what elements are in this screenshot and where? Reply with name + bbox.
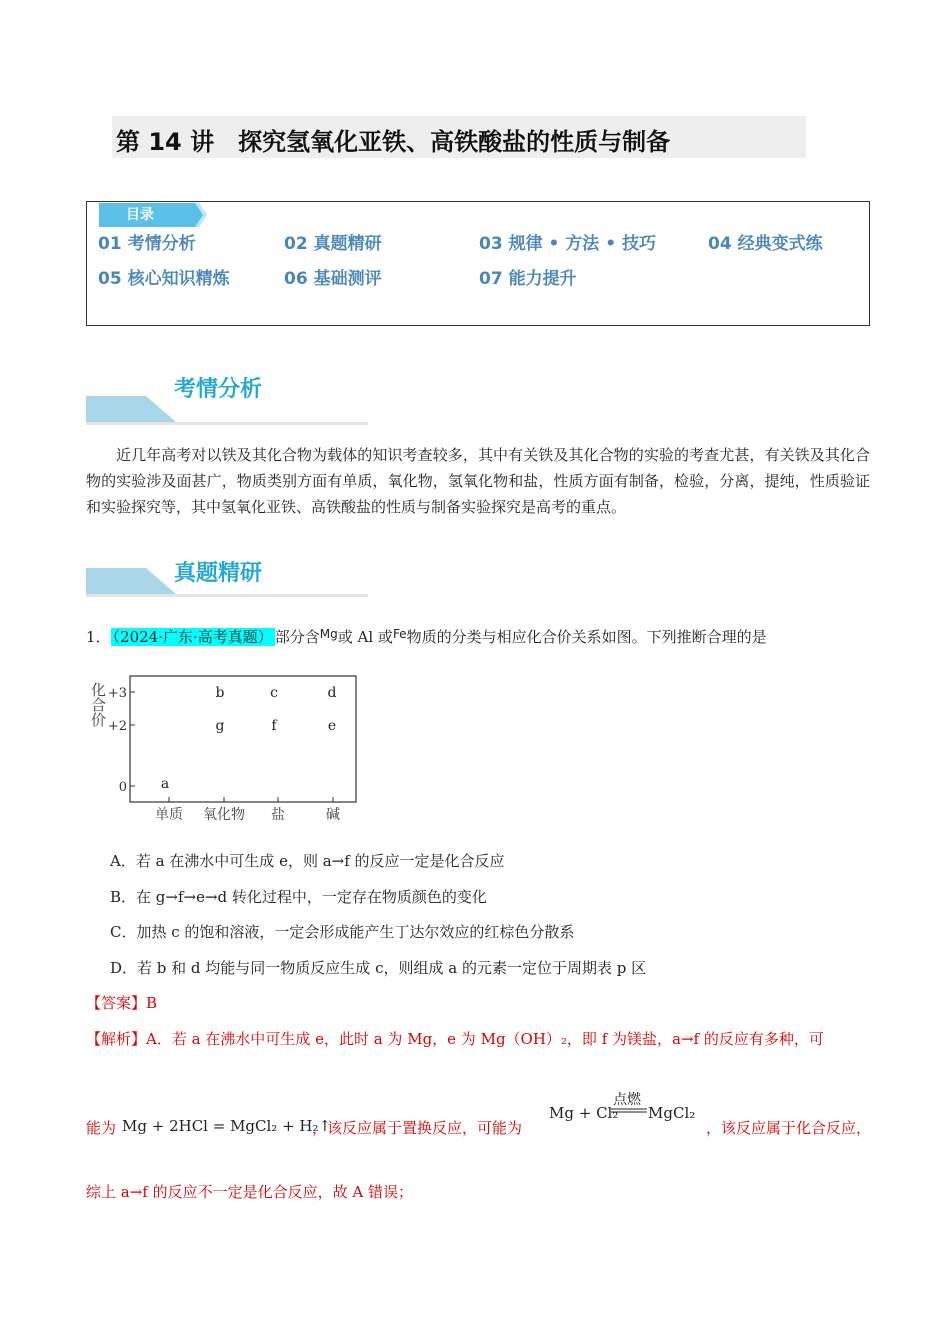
toc-item-07[interactable]: 07 能力提升	[479, 269, 577, 289]
point-label-g: g	[215, 718, 225, 734]
analysis-line-2b: ，该反应属于置换反应，可能为	[312, 1119, 523, 1137]
option-c: C．加热 c 的饱和溶液，一定会形成能产生丁达尔效应的红棕色分散系	[110, 923, 575, 941]
equation-mg-hcl: Mg + 2HCl = MgCl₂ + H₂↑	[122, 1117, 332, 1135]
x-tick-label: 碱	[326, 807, 340, 823]
toc-item-06[interactable]: 06 基础测评	[284, 269, 382, 289]
point-label-f: f	[271, 718, 277, 734]
analysis-line-1: 【解析】A．若 a 在沸水中可生成 e，此时 a 为 Mg，e 为 Mg（OH）₂，即 f 为镁盐，a→f 的反应有多种，可	[86, 1030, 824, 1048]
question-number: 1．	[86, 628, 111, 646]
toc-item-04[interactable]: 04 经典变式练	[708, 234, 823, 254]
question-mg: Mg	[319, 627, 338, 641]
y-tick-label: +2	[107, 719, 127, 734]
analysis-line-2a: 能为	[86, 1119, 117, 1137]
question-stem	[86, 626, 767, 647]
equation-condition: 点燃	[613, 1092, 641, 1108]
answer-label: 【答案】B	[86, 994, 158, 1012]
option-a: A．若 a 在沸水中可生成 e，则 a→f 的反应一定是化合反应	[110, 852, 505, 870]
point-label-c: c	[270, 685, 278, 701]
equation-mg-cl2-right: MgCl₂	[648, 1104, 696, 1122]
section-title-analysis: 考情分析	[174, 377, 263, 402]
toc-item-05[interactable]: 05 核心知识精炼	[98, 269, 230, 289]
page-title: 第 14 讲 探究氢氧化亚铁、高铁酸盐的性质与制备	[116, 128, 671, 156]
question-fe: Fe	[392, 627, 407, 641]
option-b: B．在 g→f→e→d 转化过程中，一定存在物质颜色的变化	[110, 888, 487, 906]
x-tick-label: 氧化物	[203, 807, 245, 823]
equation-mg-cl2-left: Mg + Cl₂	[549, 1104, 619, 1122]
y-tick-label: +3	[107, 686, 127, 701]
section-title-real-questions: 真题精研	[174, 561, 263, 586]
toc-item-01[interactable]: 01 考情分析	[98, 234, 196, 254]
question-text-c: 物质的分类与相应化合价关系如图。下列推断合理的是	[406, 628, 767, 646]
y-tick-label: 0	[118, 780, 127, 795]
point-label-b: b	[215, 685, 225, 701]
analysis-line-3: 综上 a→f 的反应不一定是化合反应，故 A 错误；	[86, 1183, 413, 1201]
toc-item-02[interactable]: 02 真题精研	[284, 234, 382, 254]
valence-chart	[86, 672, 376, 832]
point-label-a: a	[160, 776, 170, 792]
toc-item-03[interactable]: 03 规律 • 方法 • 技巧	[479, 234, 656, 254]
option-d: D．若 b 和 d 均能与同一物质反应生成 c，则组成 a 的元素一定位于周期表 p 区	[110, 959, 647, 977]
equation-double-line	[611, 1108, 647, 1114]
x-tick-label: 单质	[155, 807, 183, 823]
question-text-a: 部分含	[274, 628, 320, 646]
toc-tag-label: 目录	[126, 207, 154, 223]
question-text-b: 或 Al 或	[337, 628, 393, 646]
y-axis-label: 化合价	[89, 682, 107, 727]
point-label-d: d	[327, 685, 337, 701]
analysis-paragraph: 近几年高考对以铁及其化合物为载体的知识考查较多，其中有关铁及其化合物的实验的考查尤甚，有关铁及其化合物的实验涉及面甚广，物质类别方面有单质，氧化物，氢氧化物和盐，性质方面有制备，检验，分离，提纯，性质验证和实验探究等，其中氢氧化亚铁、高铁酸盐的性质与制备实验探究是高考的重点。	[86, 446, 870, 516]
analysis-line-2c: ，该反应属于化合反应，	[706, 1119, 872, 1137]
point-label-e: e	[327, 718, 337, 734]
question-source: （2024·广东·高考真题）	[112, 628, 273, 646]
x-tick-label: 盐	[271, 807, 285, 823]
